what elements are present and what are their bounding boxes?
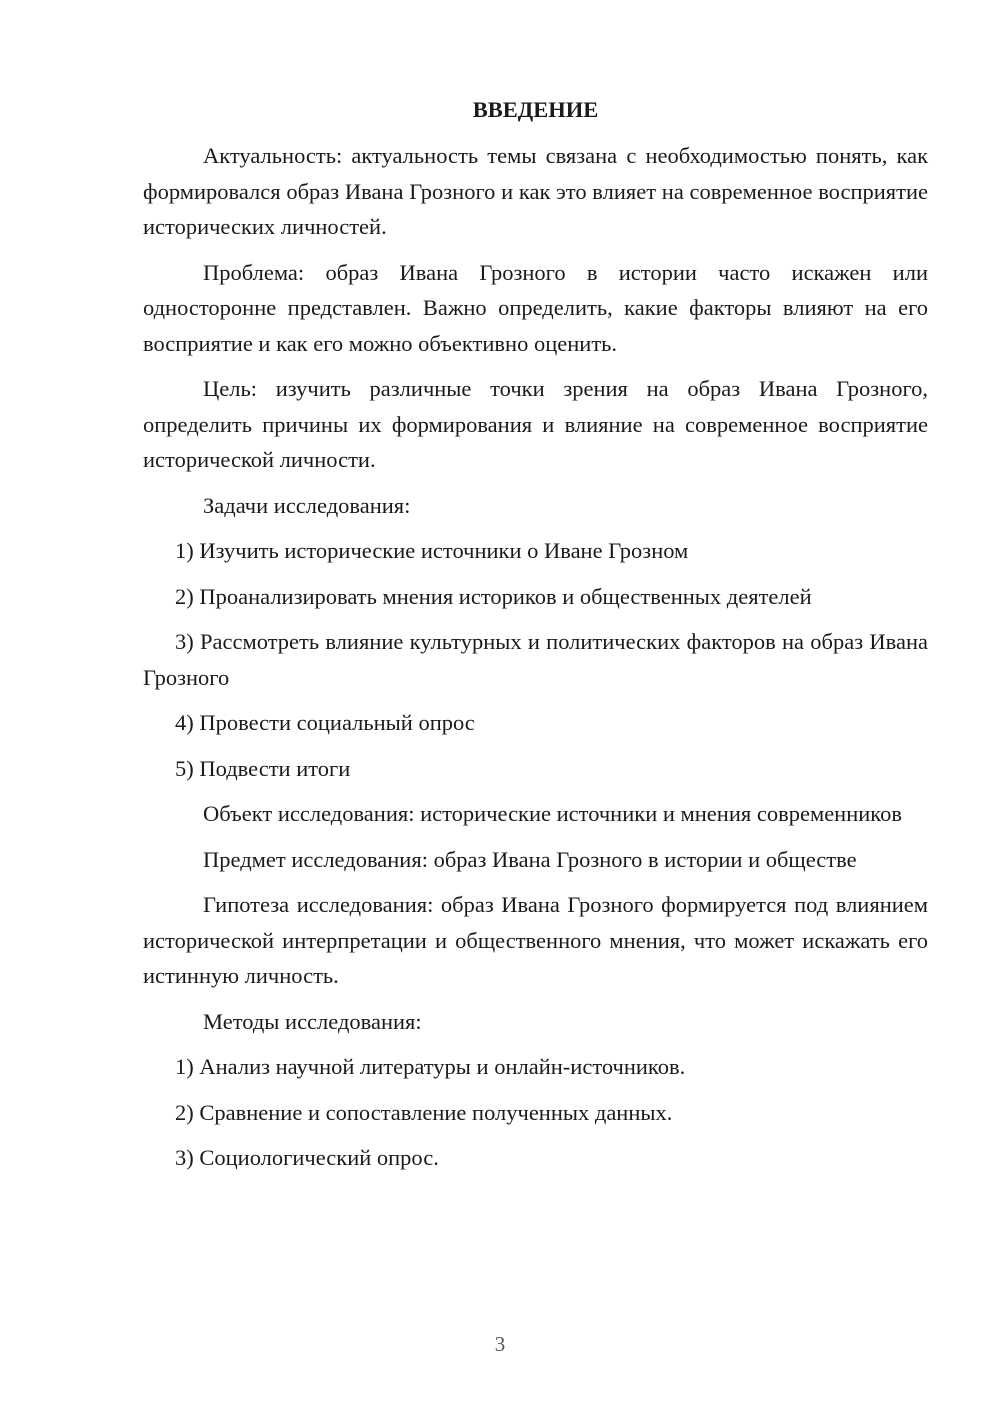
relevance-paragraph: Актуальность: актуальность темы связана с необходимостью понять, как формировался образ Ивана Грозного и как это влияет на современное восприятие исторических личностей. bbox=[143, 143, 928, 239]
page-number: 3 bbox=[494, 1332, 506, 1356]
hypothesis-paragraph: Гипотеза исследования: образ Ивана Грозного формируется под влиянием исторической интерпретации и общественного мнения, что может искажать его истинную личность. bbox=[143, 892, 928, 988]
task-item: 1) Изучить исторические источники о Иване Грозном bbox=[175, 538, 689, 563]
method-item: 2) Сравнение и сопоставление полученных данных. bbox=[175, 1099, 673, 1125]
tasks-title: Задачи исследования: bbox=[203, 492, 411, 518]
goal-paragraph: Цель: изучить различные точки зрения на образ Ивана Грозного, определить причины их формирования и влияние на современное восприятие исторической личности. bbox=[143, 376, 928, 472]
method-item: 1) Анализ научной литературы и онлайн-источников. bbox=[175, 1054, 686, 1079]
task-item: 4) Провести социальный опрос bbox=[175, 710, 475, 735]
problem-paragraph: Проблема: образ Ивана Грозного в истории часто искажен или односторонне представлен. Важно определить, какие факторы влияют на его восприятие и как его можно объективно оценить. bbox=[143, 259, 928, 356]
method-item: 3) Социологический опрос. bbox=[175, 1145, 439, 1170]
subject-paragraph: Предмет исследования: образ Ивана Грозного в истории и обществе bbox=[203, 846, 857, 872]
section-heading: ВВЕДЕНИЕ bbox=[472, 97, 599, 122]
task-item: 2) Проанализировать мнения историков и общественных деятелей bbox=[175, 583, 812, 609]
task-item: 5) Подвести итоги bbox=[175, 755, 351, 781]
methods-title: Методы исследования: bbox=[203, 1008, 422, 1034]
object-paragraph: Объект исследования: исторические источники и мнения современников bbox=[203, 801, 902, 826]
document-page bbox=[143, 92, 928, 1186]
task-item: 3) Рассмотреть влияние культурных и политических факторов на образ Ивана Грозного bbox=[143, 629, 928, 690]
